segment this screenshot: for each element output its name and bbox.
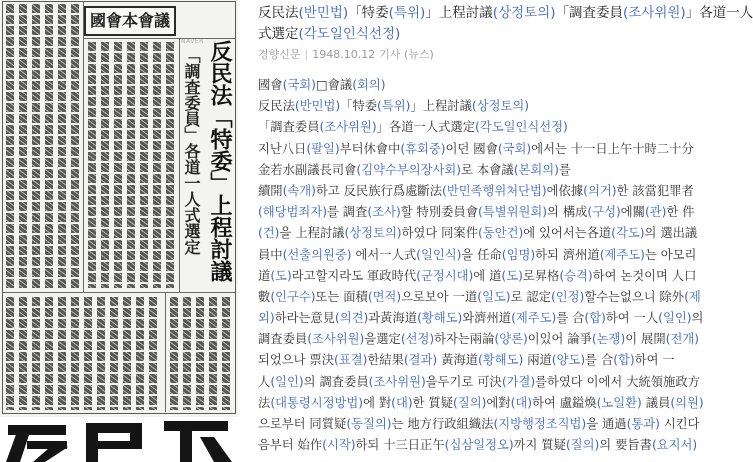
hangul-reading: (관) — [644, 205, 667, 220]
publish-date: 1948.10.12 — [312, 48, 376, 61]
hangul-reading: (십삼일정오) — [444, 438, 514, 453]
hangul-reading: 외) — [258, 311, 275, 326]
hangul-reading: (회의) — [352, 78, 386, 92]
hangul-reading: (동질의) — [346, 417, 392, 431]
hangul-reading: (선정) — [400, 332, 435, 347]
hangul-reading: (일도) — [477, 289, 511, 304]
naver-watermark: NAVER — [181, 38, 204, 45]
hangul-reading: (본회의) — [513, 162, 559, 177]
hangul-reading: (인정) — [550, 289, 585, 304]
hangul-reading: (대) — [391, 395, 413, 410]
hangul-reading: (의견) — [334, 311, 369, 326]
hangul-reading: (표결) — [334, 353, 368, 368]
hangul-reading: (시작) — [322, 438, 356, 453]
hangul-reading: (특별위원회) — [478, 205, 548, 220]
article-body-line: 法(대통령시정방법)에 對(대)한 質疑(질의)에對(대)하여 盧鎰煥(노일환) 議員(의원) — [258, 395, 704, 410]
article-body-line: 員中(선출의원중) 에서一人式(일인식)을 任命(임명)하되 濟州道(제주도)는 아모리 — [258, 247, 697, 262]
article-body-line: 金若水副議長司會(김약수부의장사회)로 本會議(본회의)를 — [258, 162, 571, 177]
hangul-reading: (노일환) — [596, 395, 642, 410]
scan-column-rule — [165, 293, 166, 412]
hangul-reading: (일인식) — [416, 247, 462, 262]
scan-subheadline: 「調査委員」各道一人式選定 — [182, 47, 201, 255]
hangul-reading: (의원) — [670, 395, 704, 410]
article-body-line: 음부터 始作(시작)하되 十三日正午(십삼일정오)까지 質疑(질의)의 要旨書(요지서) — [258, 438, 698, 453]
hangul-reading: (승격) — [559, 268, 593, 283]
hangul-reading: (통과) — [626, 417, 660, 431]
scan-text-columns — [168, 297, 234, 410]
hangul-reading: (조사위원) — [307, 332, 365, 347]
hangul-reading: (일인) — [270, 374, 304, 389]
hangul-reading: (제 — [684, 289, 701, 304]
hangul-reading: (상정토의) — [344, 226, 402, 241]
hangul-reading: (구성) — [587, 205, 621, 220]
hangul-reading: (질의) — [565, 438, 600, 453]
hangul-reading: (각도일인식선정) — [298, 26, 401, 42]
scan-headline: 反民法「特委」上程討議 — [207, 40, 232, 282]
scan-column-rule — [83, 2, 84, 292]
article-title-line: 反民法(반민법)「特委(특위)」上程討議(상정토의)「調査委員(조사위원)」各道一人 — [258, 5, 753, 21]
hangul-reading: (질의) — [453, 395, 487, 410]
hangul-reading: (도) — [270, 268, 292, 283]
article-body-line: 調査委員(조사위원)을選定(선정)하자는兩論(양론)이있어 論爭(논쟁)이 展開(전개) — [258, 332, 700, 347]
hangul-reading: (조사위원) — [368, 374, 426, 389]
hangul-reading: (양론) — [494, 332, 528, 347]
hangul-reading: (논쟁) — [591, 332, 626, 347]
article-title-line: 式選定(각도일인식선정) — [258, 26, 401, 42]
article-type: 기사 (뉴스) — [379, 48, 434, 61]
scan-text-columns — [4, 297, 162, 410]
hangul-reading: (전개) — [665, 332, 700, 347]
glyph-stroke — [200, 437, 232, 462]
hangul-reading: (반민족행위처단법) — [442, 183, 547, 198]
scan-column-rule — [179, 39, 180, 292]
hangul-reading: (도) — [501, 268, 523, 283]
hangul-reading: (결과) — [403, 353, 438, 368]
hangul-reading: (휴회중) — [400, 141, 446, 156]
scan-banner-rule — [84, 38, 235, 39]
article-body-line: 道(도)라고할지라도 軍政時代(군정시대)에 道(도)로昇格(승격)하여 논것이며 人口 — [258, 268, 697, 283]
hangul-reading: (국회) — [497, 141, 532, 156]
article-body-line: 反民法(반민법)「特委(특위)」上程討議(상정토의) — [258, 99, 530, 114]
hangul-reading: (각도일인식선정) — [475, 120, 568, 135]
article-body-line: (해당범죄자)를 調査(조사)할 特別委員會(특별위원회)의 構成(구성)에關(관)한 件 — [258, 205, 695, 220]
hangul-reading: (반민법) — [294, 99, 341, 114]
hangul-reading: (양도) — [551, 353, 586, 368]
scan-next-headline-fragment — [0, 417, 238, 462]
hangul-reading: (각도) — [611, 226, 645, 241]
hangul-reading: (황해도) — [417, 311, 463, 326]
hangul-reading: (지방행정조직법) — [493, 417, 587, 431]
newspaper-name[interactable]: 경향신문 — [258, 48, 301, 61]
article-body-line: (건)을 上程討議(상정토의)하였다 同案件(동안건)에 있어서는各道(각도)의 選出議 — [258, 226, 698, 241]
hangul-reading: (합) — [584, 311, 606, 326]
scan-section-banner: 國會本會議 — [84, 6, 176, 36]
hangul-reading: (제주도) — [511, 311, 557, 326]
article-panel — [258, 0, 753, 462]
article-body-line: 되었으나 票決(표결)한結果(결과) 黃海道(황해도) 兩道(양도)를 合(합)하여 一 — [258, 353, 675, 368]
hangul-reading: (김약수부의장사회) — [356, 162, 462, 177]
article-body-line: 數(인구수)또는 面積(면적)으로보아 一道(일도)로 認定(인정)할수는없으니 除外(제 — [258, 289, 701, 304]
hangul-reading: (의거) — [583, 183, 617, 198]
hangul-reading: (대통령시정방법) — [270, 395, 364, 410]
scan-text-columns — [4, 4, 82, 288]
hangul-reading: (면적) — [367, 289, 402, 304]
article-body-line: 지난八日(팔일)부터休會中(휴회중)이던 國會(국회)에서는 十一日上午十時二十分 — [258, 141, 694, 156]
hangul-reading: (속개) — [282, 183, 316, 198]
hangul-reading: (인구수) — [270, 289, 316, 304]
hangul-reading: (군정시대) — [416, 268, 474, 283]
article-body-line: 외)하라는意見(의견)과黃海道(황해도)와濟州道(제주도)를 合(합)하여 一人(일인)의 — [258, 311, 704, 326]
hangul-reading: (팔일) — [306, 141, 340, 156]
article-body-line: 「調査委員(조사위원)」各道一人式選定(각도일인식선정) — [258, 120, 568, 135]
hangul-reading: (가결) — [501, 374, 536, 389]
hangul-reading: (요지서) — [651, 438, 698, 453]
scan-divider — [3, 292, 235, 293]
hangul-reading: (특위) — [377, 99, 411, 114]
glyph-stroke — [86, 441, 142, 449]
hangul-reading: (합) — [613, 353, 635, 368]
newspaper-scan-thumbnail[interactable] — [0, 0, 238, 462]
hangul-reading: (국회) — [282, 78, 316, 92]
hangul-reading: (해당범죄자) — [258, 205, 327, 220]
hangul-reading: (대) — [510, 395, 533, 410]
article-meta — [258, 47, 696, 63]
hangul-reading: (일인) — [658, 311, 692, 326]
article-body-line: 國會(국회)□會議(회의) — [258, 78, 386, 92]
hangul-reading: (조사) — [367, 205, 401, 220]
hangul-reading: (동안건) — [478, 226, 524, 241]
article-body-line: 으로부터 同質疑(동질의)는 地方行政組織法(지방행정조직법)을 通過(통과) 시킨다 — [258, 417, 700, 431]
hangul-reading: (특위) — [388, 5, 426, 21]
hangul-reading: (조사위원) — [623, 5, 686, 21]
hangul-reading: (임명) — [501, 247, 536, 262]
meta-separator: | — [304, 48, 309, 61]
hangul-reading: (반민법) — [298, 5, 349, 21]
scan-text-columns — [86, 42, 177, 288]
article-body-line: 人(일인)의 調査委員(조사위원)을두기로 可決(가결)를하였다 이에서 大統領施政方 — [258, 374, 700, 389]
hangul-reading: (제주도) — [599, 247, 645, 262]
hangul-reading: (황해도) — [478, 353, 524, 368]
article-body-line: 續開(속개)하고 反民族行爲處斷法(반민족행위처단법)에依據(의거)한 該當犯罪者 — [258, 183, 694, 198]
hangul-reading: (건) — [258, 226, 280, 241]
hangul-reading: (조사위원) — [319, 120, 377, 135]
hangul-reading: (상정토의) — [471, 99, 530, 114]
glyph-stroke — [164, 421, 228, 431]
hangul-reading: (선출의원중) — [282, 247, 352, 262]
glyph-stroke — [180, 431, 192, 462]
hangul-reading: (상정토의) — [492, 5, 556, 21]
article-title — [258, 3, 753, 45]
article-body — [258, 75, 704, 456]
